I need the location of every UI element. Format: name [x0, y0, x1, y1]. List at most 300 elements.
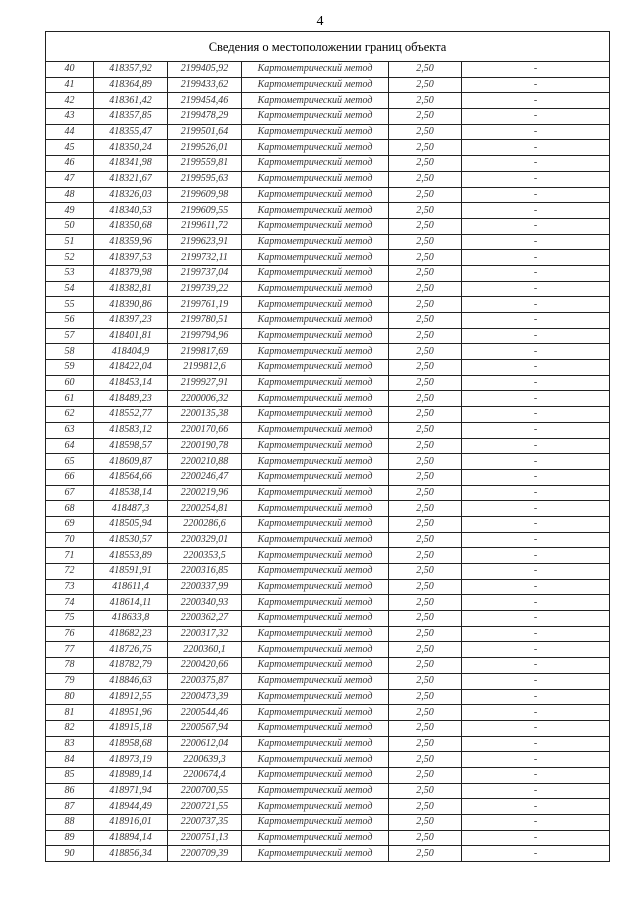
y-coordinate-cell: 2200246,47	[168, 469, 242, 485]
method-cell: Картометрический метод	[242, 124, 389, 140]
table-row	[46, 673, 610, 689]
table-header-title: Сведения о местоположении границ объекта	[46, 32, 610, 62]
y-coordinate-cell: 2199732,11	[168, 250, 242, 266]
note-cell: -	[462, 187, 610, 203]
point-number-cell: 78	[46, 658, 94, 674]
method-cell: Картометрический метод	[242, 642, 389, 658]
accuracy-cell: 2,50	[389, 469, 462, 485]
y-coordinate-cell: 2200219,96	[168, 485, 242, 501]
table-row	[46, 642, 610, 658]
accuracy-cell: 2,50	[389, 815, 462, 831]
table-row	[46, 485, 610, 501]
point-number-cell: 56	[46, 313, 94, 329]
accuracy-cell: 2,50	[389, 171, 462, 187]
y-coordinate-cell: 2199623,91	[168, 234, 242, 250]
method-cell: Картометрический метод	[242, 532, 389, 548]
y-coordinate-cell: 2199761,19	[168, 297, 242, 313]
note-cell: -	[462, 783, 610, 799]
accuracy-cell: 2,50	[389, 736, 462, 752]
y-coordinate-cell: 2200135,38	[168, 407, 242, 423]
y-coordinate-cell: 2199739,22	[168, 281, 242, 297]
method-cell: Картометрический метод	[242, 485, 389, 501]
point-number-cell: 80	[46, 689, 94, 705]
point-number-cell: 55	[46, 297, 94, 313]
point-number-cell: 83	[46, 736, 94, 752]
table-row	[46, 689, 610, 705]
point-number-cell: 50	[46, 218, 94, 234]
method-cell: Картометрический метод	[242, 234, 389, 250]
table-row	[46, 720, 610, 736]
table-row	[46, 375, 610, 391]
table-row	[46, 422, 610, 438]
y-coordinate-cell: 2199559,81	[168, 156, 242, 172]
table-row	[46, 799, 610, 815]
y-coordinate-cell: 2200170,66	[168, 422, 242, 438]
note-cell: -	[462, 391, 610, 407]
boundary-table-container	[45, 31, 609, 862]
table-row	[46, 548, 610, 564]
method-cell: Картометрический метод	[242, 846, 389, 862]
method-cell: Картометрический метод	[242, 344, 389, 360]
point-number-cell: 58	[46, 344, 94, 360]
x-coordinate-cell: 418326,03	[94, 187, 168, 203]
y-coordinate-cell: 2199405,92	[168, 62, 242, 78]
table-row	[46, 705, 610, 721]
point-number-cell: 54	[46, 281, 94, 297]
table-row	[46, 595, 610, 611]
point-number-cell: 44	[46, 124, 94, 140]
x-coordinate-cell: 418633,8	[94, 611, 168, 627]
point-number-cell: 49	[46, 203, 94, 219]
accuracy-cell: 2,50	[389, 265, 462, 281]
accuracy-cell: 2,50	[389, 752, 462, 768]
accuracy-cell: 2,50	[389, 297, 462, 313]
accuracy-cell: 2,50	[389, 62, 462, 78]
note-cell: -	[462, 516, 610, 532]
method-cell: Картометрический метод	[242, 830, 389, 846]
method-cell: Картометрический метод	[242, 328, 389, 344]
x-coordinate-cell: 418505,94	[94, 516, 168, 532]
accuracy-cell: 2,50	[389, 830, 462, 846]
method-cell: Картометрический метод	[242, 438, 389, 454]
point-number-cell: 43	[46, 109, 94, 125]
note-cell: -	[462, 830, 610, 846]
point-number-cell: 79	[46, 673, 94, 689]
point-number-cell: 90	[46, 846, 94, 862]
y-coordinate-cell: 2200317,32	[168, 626, 242, 642]
x-coordinate-cell: 418856,34	[94, 846, 168, 862]
point-number-cell: 46	[46, 156, 94, 172]
accuracy-cell: 2,50	[389, 846, 462, 862]
point-number-cell: 53	[46, 265, 94, 281]
point-number-cell: 84	[46, 752, 94, 768]
method-cell: Картометрический метод	[242, 501, 389, 517]
x-coordinate-cell: 418364,89	[94, 77, 168, 93]
accuracy-cell: 2,50	[389, 250, 462, 266]
note-cell: -	[462, 469, 610, 485]
table-row	[46, 360, 610, 376]
note-cell: -	[462, 109, 610, 125]
table-row	[46, 281, 610, 297]
accuracy-cell: 2,50	[389, 124, 462, 140]
accuracy-cell: 2,50	[389, 156, 462, 172]
x-coordinate-cell: 418951,96	[94, 705, 168, 721]
table-row	[46, 407, 610, 423]
method-cell: Картометрический метод	[242, 281, 389, 297]
point-number-cell: 67	[46, 485, 94, 501]
note-cell: -	[462, 218, 610, 234]
method-cell: Картометрический метод	[242, 783, 389, 799]
accuracy-cell: 2,50	[389, 454, 462, 470]
note-cell: -	[462, 77, 610, 93]
x-coordinate-cell: 418355,47	[94, 124, 168, 140]
table-row	[46, 815, 610, 831]
point-number-cell: 85	[46, 767, 94, 783]
table-row	[46, 156, 610, 172]
table-row	[46, 344, 610, 360]
method-cell: Картометрический метод	[242, 815, 389, 831]
method-cell: Картометрический метод	[242, 673, 389, 689]
x-coordinate-cell: 418350,24	[94, 140, 168, 156]
y-coordinate-cell: 2199595,63	[168, 171, 242, 187]
x-coordinate-cell: 418453,14	[94, 375, 168, 391]
x-coordinate-cell: 418357,92	[94, 62, 168, 78]
method-cell: Картометрический метод	[242, 705, 389, 721]
x-coordinate-cell: 418422,04	[94, 360, 168, 376]
note-cell: -	[462, 265, 610, 281]
note-cell: -	[462, 705, 610, 721]
y-coordinate-cell: 2200639,3	[168, 752, 242, 768]
accuracy-cell: 2,50	[389, 391, 462, 407]
note-cell: -	[462, 171, 610, 187]
accuracy-cell: 2,50	[389, 422, 462, 438]
note-cell: -	[462, 250, 610, 266]
table-row	[46, 93, 610, 109]
x-coordinate-cell: 418390,86	[94, 297, 168, 313]
point-number-cell: 60	[46, 375, 94, 391]
y-coordinate-cell: 2200612,04	[168, 736, 242, 752]
y-coordinate-cell: 2200316,85	[168, 564, 242, 580]
method-cell: Картометрический метод	[242, 564, 389, 580]
x-coordinate-cell: 418971,94	[94, 783, 168, 799]
method-cell: Картометрический метод	[242, 265, 389, 281]
note-cell: -	[462, 438, 610, 454]
table-row	[46, 752, 610, 768]
method-cell: Картометрический метод	[242, 171, 389, 187]
table-header-row	[46, 32, 610, 62]
note-cell: -	[462, 626, 610, 642]
x-coordinate-cell: 418321,67	[94, 171, 168, 187]
accuracy-cell: 2,50	[389, 564, 462, 580]
accuracy-cell: 2,50	[389, 642, 462, 658]
accuracy-cell: 2,50	[389, 77, 462, 93]
table-row	[46, 328, 610, 344]
x-coordinate-cell: 418552,77	[94, 407, 168, 423]
y-coordinate-cell: 2200721,55	[168, 799, 242, 815]
y-coordinate-cell: 2200709,39	[168, 846, 242, 862]
x-coordinate-cell: 418397,23	[94, 313, 168, 329]
note-cell: -	[462, 752, 610, 768]
y-coordinate-cell: 2199812,6	[168, 360, 242, 376]
method-cell: Картометрический метод	[242, 77, 389, 93]
method-cell: Картометрический метод	[242, 548, 389, 564]
accuracy-cell: 2,50	[389, 438, 462, 454]
y-coordinate-cell: 2200700,55	[168, 783, 242, 799]
note-cell: -	[462, 548, 610, 564]
method-cell: Картометрический метод	[242, 62, 389, 78]
y-coordinate-cell: 2199433,62	[168, 77, 242, 93]
point-number-cell: 68	[46, 501, 94, 517]
table-row	[46, 767, 610, 783]
x-coordinate-cell: 418958,68	[94, 736, 168, 752]
table-row	[46, 438, 610, 454]
x-coordinate-cell: 418341,98	[94, 156, 168, 172]
point-number-cell: 63	[46, 422, 94, 438]
accuracy-cell: 2,50	[389, 720, 462, 736]
x-coordinate-cell: 418598,57	[94, 438, 168, 454]
y-coordinate-cell: 2199526,01	[168, 140, 242, 156]
note-cell: -	[462, 658, 610, 674]
note-cell: -	[462, 454, 610, 470]
note-cell: -	[462, 422, 610, 438]
accuracy-cell: 2,50	[389, 313, 462, 329]
table-row	[46, 391, 610, 407]
table-row	[46, 736, 610, 752]
note-cell: -	[462, 846, 610, 862]
method-cell: Картометрический метод	[242, 218, 389, 234]
table-row	[46, 171, 610, 187]
y-coordinate-cell: 2199609,98	[168, 187, 242, 203]
accuracy-cell: 2,50	[389, 501, 462, 517]
table-row	[46, 77, 610, 93]
accuracy-cell: 2,50	[389, 532, 462, 548]
accuracy-cell: 2,50	[389, 516, 462, 532]
note-cell: -	[462, 485, 610, 501]
point-number-cell: 45	[46, 140, 94, 156]
note-cell: -	[462, 579, 610, 595]
y-coordinate-cell: 2199454,46	[168, 93, 242, 109]
x-coordinate-cell: 418359,96	[94, 234, 168, 250]
accuracy-cell: 2,50	[389, 783, 462, 799]
y-coordinate-cell: 2199927,91	[168, 375, 242, 391]
point-number-cell: 47	[46, 171, 94, 187]
y-coordinate-cell: 2200360,1	[168, 642, 242, 658]
point-number-cell: 72	[46, 564, 94, 580]
y-coordinate-cell: 2199794,96	[168, 328, 242, 344]
note-cell: -	[462, 799, 610, 815]
accuracy-cell: 2,50	[389, 93, 462, 109]
y-coordinate-cell: 2200210,88	[168, 454, 242, 470]
x-coordinate-cell: 418609,87	[94, 454, 168, 470]
x-coordinate-cell: 418489,23	[94, 391, 168, 407]
note-cell: -	[462, 595, 610, 611]
note-cell: -	[462, 313, 610, 329]
x-coordinate-cell: 418361,42	[94, 93, 168, 109]
x-coordinate-cell: 418397,53	[94, 250, 168, 266]
x-coordinate-cell: 418530,57	[94, 532, 168, 548]
method-cell: Картометрический метод	[242, 626, 389, 642]
y-coordinate-cell: 2200544,46	[168, 705, 242, 721]
accuracy-cell: 2,50	[389, 328, 462, 344]
note-cell: -	[462, 281, 610, 297]
method-cell: Картометрический метод	[242, 313, 389, 329]
y-coordinate-cell: 2200473,39	[168, 689, 242, 705]
note-cell: -	[462, 140, 610, 156]
point-number-cell: 59	[46, 360, 94, 376]
x-coordinate-cell: 418989,14	[94, 767, 168, 783]
method-cell: Картометрический метод	[242, 799, 389, 815]
table-row	[46, 626, 610, 642]
point-number-cell: 70	[46, 532, 94, 548]
y-coordinate-cell: 2200353,5	[168, 548, 242, 564]
point-number-cell: 57	[46, 328, 94, 344]
note-cell: -	[462, 156, 610, 172]
accuracy-cell: 2,50	[389, 767, 462, 783]
point-number-cell: 76	[46, 626, 94, 642]
method-cell: Картометрический метод	[242, 454, 389, 470]
y-coordinate-cell: 2199737,04	[168, 265, 242, 281]
point-number-cell: 65	[46, 454, 94, 470]
x-coordinate-cell: 418382,81	[94, 281, 168, 297]
point-number-cell: 52	[46, 250, 94, 266]
method-cell: Картометрический метод	[242, 767, 389, 783]
point-number-cell: 66	[46, 469, 94, 485]
point-number-cell: 82	[46, 720, 94, 736]
accuracy-cell: 2,50	[389, 203, 462, 219]
y-coordinate-cell: 2199780,51	[168, 313, 242, 329]
accuracy-cell: 2,50	[389, 485, 462, 501]
method-cell: Картометрический метод	[242, 203, 389, 219]
method-cell: Картометрический метод	[242, 109, 389, 125]
x-coordinate-cell: 418487,3	[94, 501, 168, 517]
x-coordinate-cell: 418915,18	[94, 720, 168, 736]
method-cell: Картометрический метод	[242, 579, 389, 595]
accuracy-cell: 2,50	[389, 344, 462, 360]
note-cell: -	[462, 407, 610, 423]
note-cell: -	[462, 93, 610, 109]
note-cell: -	[462, 297, 610, 313]
note-cell: -	[462, 815, 610, 831]
x-coordinate-cell: 418894,14	[94, 830, 168, 846]
page-number: 4	[316, 14, 324, 29]
note-cell: -	[462, 767, 610, 783]
table-row	[46, 297, 610, 313]
accuracy-cell: 2,50	[389, 595, 462, 611]
method-cell: Картометрический метод	[242, 156, 389, 172]
y-coordinate-cell: 2200375,87	[168, 673, 242, 689]
y-coordinate-cell: 2200751,13	[168, 830, 242, 846]
x-coordinate-cell: 418564,66	[94, 469, 168, 485]
x-coordinate-cell: 418912,55	[94, 689, 168, 705]
y-coordinate-cell: 2200340,93	[168, 595, 242, 611]
point-number-cell: 64	[46, 438, 94, 454]
point-number-cell: 71	[46, 548, 94, 564]
accuracy-cell: 2,50	[389, 218, 462, 234]
y-coordinate-cell: 2199817,69	[168, 344, 242, 360]
method-cell: Картометрический метод	[242, 187, 389, 203]
note-cell: -	[462, 344, 610, 360]
method-cell: Картометрический метод	[242, 736, 389, 752]
point-number-cell: 88	[46, 815, 94, 831]
note-cell: -	[462, 124, 610, 140]
y-coordinate-cell: 2199611,72	[168, 218, 242, 234]
accuracy-cell: 2,50	[389, 579, 462, 595]
note-cell: -	[462, 532, 610, 548]
table-row	[46, 313, 610, 329]
y-coordinate-cell: 2200190,78	[168, 438, 242, 454]
table-row	[46, 611, 610, 627]
x-coordinate-cell: 418379,98	[94, 265, 168, 281]
table-row	[46, 109, 610, 125]
note-cell: -	[462, 673, 610, 689]
point-number-cell: 40	[46, 62, 94, 78]
note-cell: -	[462, 720, 610, 736]
accuracy-cell: 2,50	[389, 109, 462, 125]
note-cell: -	[462, 611, 610, 627]
x-coordinate-cell: 418973,19	[94, 752, 168, 768]
accuracy-cell: 2,50	[389, 611, 462, 627]
accuracy-cell: 2,50	[389, 360, 462, 376]
point-number-cell: 73	[46, 579, 94, 595]
point-number-cell: 77	[46, 642, 94, 658]
x-coordinate-cell: 418553,89	[94, 548, 168, 564]
method-cell: Картометрический метод	[242, 595, 389, 611]
accuracy-cell: 2,50	[389, 799, 462, 815]
note-cell: -	[462, 564, 610, 580]
note-cell: -	[462, 360, 610, 376]
y-coordinate-cell: 2200420,66	[168, 658, 242, 674]
accuracy-cell: 2,50	[389, 673, 462, 689]
accuracy-cell: 2,50	[389, 281, 462, 297]
point-number-cell: 89	[46, 830, 94, 846]
x-coordinate-cell: 418682,23	[94, 626, 168, 642]
point-number-cell: 42	[46, 93, 94, 109]
table-row	[46, 830, 610, 846]
method-cell: Картометрический метод	[242, 140, 389, 156]
table-row	[46, 62, 610, 78]
x-coordinate-cell: 418916,01	[94, 815, 168, 831]
point-number-cell: 41	[46, 77, 94, 93]
point-number-cell: 87	[46, 799, 94, 815]
point-number-cell: 74	[46, 595, 94, 611]
x-coordinate-cell: 418782,79	[94, 658, 168, 674]
x-coordinate-cell: 418350,68	[94, 218, 168, 234]
point-number-cell: 69	[46, 516, 94, 532]
y-coordinate-cell: 2199501,64	[168, 124, 242, 140]
x-coordinate-cell: 418944,49	[94, 799, 168, 815]
table-row	[46, 846, 610, 862]
x-coordinate-cell: 418404,9	[94, 344, 168, 360]
note-cell: -	[462, 328, 610, 344]
point-number-cell: 61	[46, 391, 94, 407]
y-coordinate-cell: 2200286,6	[168, 516, 242, 532]
y-coordinate-cell: 2200674,4	[168, 767, 242, 783]
accuracy-cell: 2,50	[389, 689, 462, 705]
x-coordinate-cell: 418591,91	[94, 564, 168, 580]
y-coordinate-cell: 2200362,27	[168, 611, 242, 627]
note-cell: -	[462, 642, 610, 658]
accuracy-cell: 2,50	[389, 375, 462, 391]
table-row	[46, 140, 610, 156]
x-coordinate-cell: 418614,11	[94, 595, 168, 611]
method-cell: Картометрический метод	[242, 720, 389, 736]
x-coordinate-cell: 418726,75	[94, 642, 168, 658]
method-cell: Картометрический метод	[242, 391, 389, 407]
accuracy-cell: 2,50	[389, 407, 462, 423]
method-cell: Картометрический метод	[242, 689, 389, 705]
point-number-cell: 51	[46, 234, 94, 250]
method-cell: Картометрический метод	[242, 250, 389, 266]
